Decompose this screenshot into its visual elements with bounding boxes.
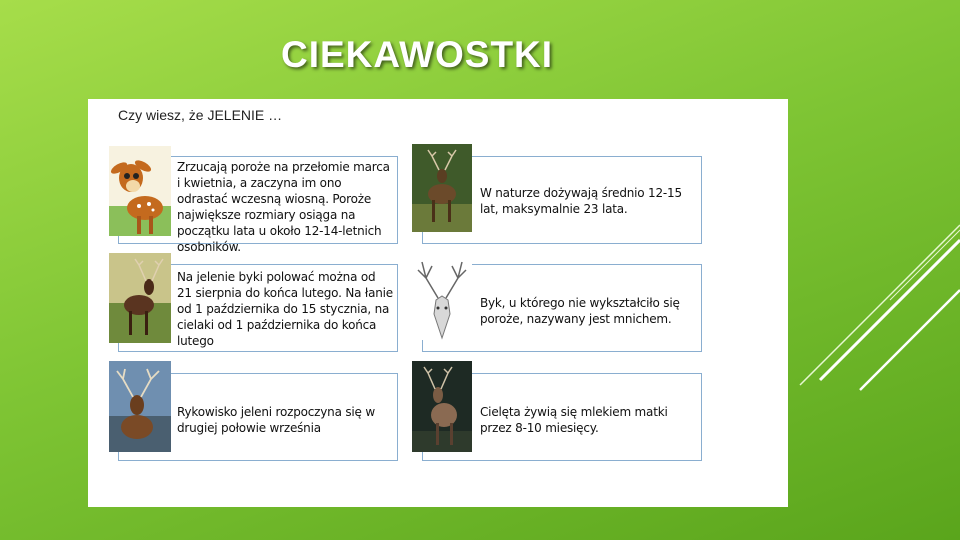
fact-text: Rykowisko jeleni rozpoczyna się w drugiej połowie września [177, 405, 375, 435]
content-panel [88, 99, 788, 507]
fact-text: Na jelenie byki polować można od 21 sierpnia do końca lutego. Na łanie od 1 października do 15 stycznia, na cielaki od 1 października do końca lutego [177, 270, 393, 348]
stag-in-grass-icon [109, 253, 171, 343]
decorative-lines-icon [780, 220, 960, 420]
stag-by-lake-icon [109, 361, 171, 452]
slide-title: CIEKAWOSTKI [281, 34, 554, 75]
stag-at-night-icon [412, 361, 472, 452]
fact-text: W naturze dożywają średnio 12-15 lat, maksymalnie 23 lata. [480, 186, 682, 216]
fact-text: Zrzucają poroże na przełomie marca i kwietnia, a zaczyna im ono odrastać wczesną wiosną. Poroże największe rozmiary osiąga na początku lata u około 12-14-letnich osobników. [177, 160, 390, 254]
cartoon-deer-icon [109, 146, 171, 236]
deer-head-sketch-icon [412, 256, 472, 340]
fact-text: Byk, u którego nie wykształciło się poroże, nazywany jest mnichem. [480, 296, 680, 326]
intro-text: Czy wiesz, że JELENIE … [118, 107, 283, 123]
stag-in-forest-icon [412, 144, 472, 232]
fact-text: Cielęta żywią się mlekiem matki przez 8-10 miesięcy. [480, 405, 668, 435]
